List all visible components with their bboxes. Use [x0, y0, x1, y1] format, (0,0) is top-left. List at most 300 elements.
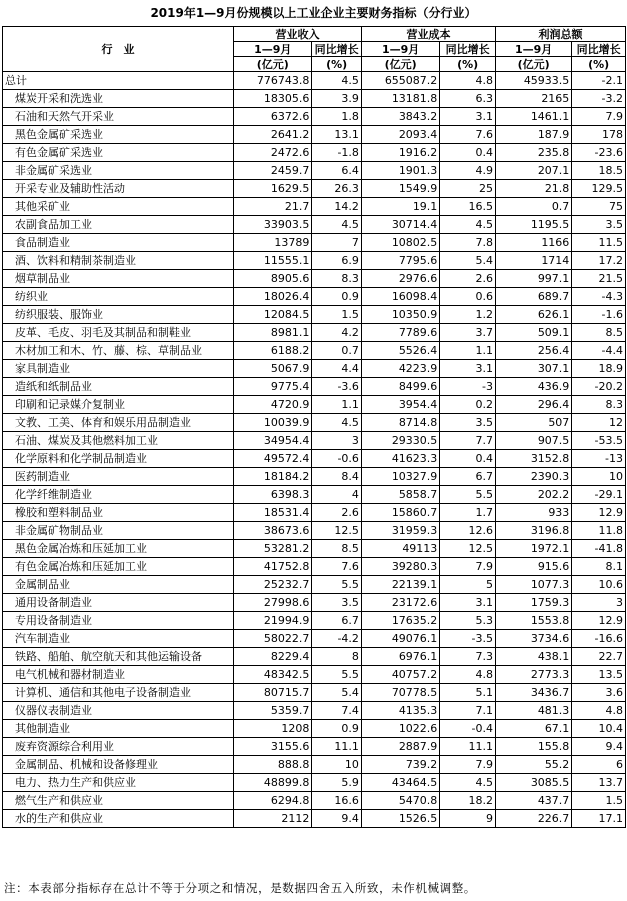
table-row: [3, 270, 626, 288]
industry-name-cell: 专用设备制造业: [3, 612, 234, 630]
cost-growth-cell: 0.2: [440, 396, 496, 414]
revenue-value-cell: 33903.5: [234, 216, 312, 234]
cost-value-cell: 5526.4: [361, 342, 439, 360]
table-title: 2019年1—9月份规模以上工业企业主要财务指标（分行业）: [150, 6, 477, 20]
revenue-growth-cell: 0.9: [312, 288, 362, 306]
table-row: [3, 648, 626, 666]
header-cost-period: 1—9月: [361, 42, 439, 57]
table-row: [3, 612, 626, 630]
industry-name-cell: 铁路、船舶、航空航天和其他运输设备: [3, 648, 234, 666]
header-profit-unit: (亿元): [496, 57, 572, 72]
revenue-value-cell: 2112: [234, 810, 312, 828]
revenue-value-cell: 21.7: [234, 198, 312, 216]
revenue-growth-cell: 6.7: [312, 612, 362, 630]
revenue-value-cell: 776743.8: [234, 72, 312, 90]
revenue-value-cell: 53281.2: [234, 540, 312, 558]
header-revenue-growth-unit: (%): [312, 57, 362, 72]
profit-value-cell: 3152.8: [496, 450, 572, 468]
table-row: [3, 342, 626, 360]
revenue-value-cell: 34954.4: [234, 432, 312, 450]
revenue-value-cell: 5359.7: [234, 702, 312, 720]
revenue-growth-cell: 4.4: [312, 360, 362, 378]
profit-value-cell: 3436.7: [496, 684, 572, 702]
revenue-growth-cell: 8.3: [312, 270, 362, 288]
footnote: 注：本表部分指标存在总计不等于分项之和情况，是数据四舍五入所致，未作机械调整。: [4, 881, 476, 895]
revenue-growth-cell: 4.2: [312, 324, 362, 342]
revenue-growth-cell: 5.4: [312, 684, 362, 702]
profit-value-cell: 1077.3: [496, 576, 572, 594]
table-row: [3, 558, 626, 576]
cost-value-cell: 3843.2: [361, 108, 439, 126]
revenue-growth-cell: 10: [312, 756, 362, 774]
table-row: [3, 468, 626, 486]
industry-name-cell: 有色金属矿采选业: [3, 144, 234, 162]
profit-value-cell: 437.7: [496, 792, 572, 810]
revenue-growth-cell: 5.5: [312, 576, 362, 594]
revenue-growth-cell: 4.5: [312, 216, 362, 234]
industry-name-cell: 燃气生产和供应业: [3, 792, 234, 810]
profit-growth-cell: -2.1: [572, 72, 626, 90]
header-cost-growth-unit: (%): [440, 57, 496, 72]
header-revenue-unit: (亿元): [234, 57, 312, 72]
table-row: [3, 162, 626, 180]
profit-value-cell: 507: [496, 414, 572, 432]
cost-growth-cell: -3: [440, 378, 496, 396]
revenue-growth-cell: 4.5: [312, 414, 362, 432]
industry-name-cell: 食品制造业: [3, 234, 234, 252]
industry-name-cell: 黑色金属冶炼和压延加工业: [3, 540, 234, 558]
cost-value-cell: 7795.6: [361, 252, 439, 270]
profit-growth-cell: -53.5: [572, 432, 626, 450]
cost-value-cell: 49113: [361, 540, 439, 558]
revenue-growth-cell: 7.6: [312, 558, 362, 576]
revenue-value-cell: 48342.5: [234, 666, 312, 684]
cost-value-cell: 1916.2: [361, 144, 439, 162]
profit-value-cell: 207.1: [496, 162, 572, 180]
revenue-growth-cell: 6.4: [312, 162, 362, 180]
table-row: [3, 378, 626, 396]
cost-growth-cell: 5.4: [440, 252, 496, 270]
cost-growth-cell: 3.1: [440, 108, 496, 126]
industry-name-cell: 金属制品、机械和设备修理业: [3, 756, 234, 774]
cost-value-cell: 39280.3: [361, 558, 439, 576]
industry-name-cell: 家具制造业: [3, 360, 234, 378]
cost-growth-cell: 3.1: [440, 360, 496, 378]
revenue-value-cell: 80715.7: [234, 684, 312, 702]
revenue-growth-cell: 1.1: [312, 396, 362, 414]
table-row: [3, 522, 626, 540]
revenue-growth-cell: 4.5: [312, 72, 362, 90]
table-row: [3, 576, 626, 594]
profit-growth-cell: 8.1: [572, 558, 626, 576]
revenue-growth-cell: -3.6: [312, 378, 362, 396]
revenue-value-cell: 38673.6: [234, 522, 312, 540]
table-row: [3, 360, 626, 378]
revenue-growth-cell: 8.5: [312, 540, 362, 558]
revenue-value-cell: 8229.4: [234, 648, 312, 666]
table-row: [3, 666, 626, 684]
cost-growth-cell: 4.8: [440, 666, 496, 684]
revenue-growth-cell: 3.9: [312, 90, 362, 108]
industry-name-cell: 有色金属冶炼和压延加工业: [3, 558, 234, 576]
table-row: [3, 504, 626, 522]
industry-name-cell: 金属制品业: [3, 576, 234, 594]
industry-name-cell: 纺织业: [3, 288, 234, 306]
table-row: [3, 702, 626, 720]
profit-growth-cell: -29.1: [572, 486, 626, 504]
industry-name-cell: 计算机、通信和其他电子设备制造业: [3, 684, 234, 702]
cost-growth-cell: 11.1: [440, 738, 496, 756]
industry-name-cell: 农副食品加工业: [3, 216, 234, 234]
industry-name-cell: 仪器仪表制造业: [3, 702, 234, 720]
table-row: [3, 90, 626, 108]
cost-value-cell: 10350.9: [361, 306, 439, 324]
table-row: [3, 144, 626, 162]
profit-growth-cell: 4.8: [572, 702, 626, 720]
table-row: [3, 180, 626, 198]
revenue-value-cell: 48899.8: [234, 774, 312, 792]
cost-growth-cell: 7.9: [440, 558, 496, 576]
revenue-value-cell: 1208: [234, 720, 312, 738]
profit-value-cell: 3085.5: [496, 774, 572, 792]
profit-value-cell: 436.9: [496, 378, 572, 396]
cost-growth-cell: 12.5: [440, 540, 496, 558]
cost-growth-cell: -0.4: [440, 720, 496, 738]
table-row: [3, 234, 626, 252]
industry-name-cell: 木材加工和木、竹、藤、棕、草制品业: [3, 342, 234, 360]
profit-value-cell: 997.1: [496, 270, 572, 288]
industry-name-cell: 汽车制造业: [3, 630, 234, 648]
cost-value-cell: 29330.5: [361, 432, 439, 450]
revenue-value-cell: 888.8: [234, 756, 312, 774]
profit-growth-cell: -13: [572, 450, 626, 468]
profit-growth-cell: 9.4: [572, 738, 626, 756]
revenue-growth-cell: 8: [312, 648, 362, 666]
revenue-value-cell: 21994.9: [234, 612, 312, 630]
header-industry: 行 业: [3, 27, 234, 72]
profit-value-cell: 509.1: [496, 324, 572, 342]
profit-value-cell: 256.4: [496, 342, 572, 360]
profit-growth-cell: 8.3: [572, 396, 626, 414]
cost-growth-cell: 5.3: [440, 612, 496, 630]
table-row: [3, 324, 626, 342]
profit-growth-cell: 10.6: [572, 576, 626, 594]
profit-growth-cell: 3.6: [572, 684, 626, 702]
profit-growth-cell: 7.9: [572, 108, 626, 126]
industry-name-cell: 化学原料和化学制品制造业: [3, 450, 234, 468]
cost-growth-cell: 12.6: [440, 522, 496, 540]
profit-value-cell: 1461.1: [496, 108, 572, 126]
revenue-value-cell: 6294.8: [234, 792, 312, 810]
revenue-growth-cell: 6.9: [312, 252, 362, 270]
profit-value-cell: 296.4: [496, 396, 572, 414]
cost-growth-cell: 7.8: [440, 234, 496, 252]
revenue-value-cell: 58022.7: [234, 630, 312, 648]
cost-value-cell: 13181.8: [361, 90, 439, 108]
profit-growth-cell: 18.5: [572, 162, 626, 180]
cost-growth-cell: 9: [440, 810, 496, 828]
revenue-value-cell: 8905.6: [234, 270, 312, 288]
table-row: [3, 108, 626, 126]
cost-value-cell: 2093.4: [361, 126, 439, 144]
table-row: [3, 288, 626, 306]
profit-value-cell: 0.7: [496, 198, 572, 216]
header-profit: 利润总额: [496, 27, 626, 42]
profit-value-cell: 55.2: [496, 756, 572, 774]
profit-growth-cell: -20.2: [572, 378, 626, 396]
cost-value-cell: 3954.4: [361, 396, 439, 414]
profit-value-cell: 907.5: [496, 432, 572, 450]
table-row: [3, 792, 626, 810]
table-row: [3, 486, 626, 504]
profit-growth-cell: 75: [572, 198, 626, 216]
cost-value-cell: 4223.9: [361, 360, 439, 378]
header-profit-growth-unit: (%): [572, 57, 626, 72]
cost-growth-cell: 1.1: [440, 342, 496, 360]
cost-value-cell: 31959.3: [361, 522, 439, 540]
revenue-value-cell: 11555.1: [234, 252, 312, 270]
profit-value-cell: 933: [496, 504, 572, 522]
revenue-value-cell: 18184.2: [234, 468, 312, 486]
table-row: [3, 684, 626, 702]
revenue-growth-cell: 11.1: [312, 738, 362, 756]
cost-value-cell: 7789.6: [361, 324, 439, 342]
cost-growth-cell: 18.2: [440, 792, 496, 810]
profit-growth-cell: 178: [572, 126, 626, 144]
industry-name-cell: 其他制造业: [3, 720, 234, 738]
revenue-growth-cell: 3: [312, 432, 362, 450]
profit-growth-cell: 13.7: [572, 774, 626, 792]
profit-value-cell: 2773.3: [496, 666, 572, 684]
revenue-value-cell: 18531.4: [234, 504, 312, 522]
cost-growth-cell: -3.5: [440, 630, 496, 648]
industry-name-cell: 文教、工美、体育和娱乐用品制造业: [3, 414, 234, 432]
industry-name-cell: 烟草制品业: [3, 270, 234, 288]
cost-growth-cell: 0.4: [440, 450, 496, 468]
cost-value-cell: 2976.6: [361, 270, 439, 288]
revenue-growth-cell: 9.4: [312, 810, 362, 828]
industry-name-cell: 医药制造业: [3, 468, 234, 486]
table-row: [3, 216, 626, 234]
cost-growth-cell: 7.1: [440, 702, 496, 720]
profit-value-cell: 1195.5: [496, 216, 572, 234]
profit-growth-cell: 12.9: [572, 612, 626, 630]
industry-name-cell: 总计: [3, 72, 234, 90]
header-cost-unit: (亿元): [361, 57, 439, 72]
table-body: [3, 72, 626, 828]
industry-name-cell: 纺织服装、服饰业: [3, 306, 234, 324]
revenue-value-cell: 9775.4: [234, 378, 312, 396]
header-revenue-growth: 同比增长: [312, 42, 362, 57]
table-row: [3, 774, 626, 792]
revenue-growth-cell: 4: [312, 486, 362, 504]
cost-value-cell: 1549.9: [361, 180, 439, 198]
cost-value-cell: 40757.2: [361, 666, 439, 684]
cost-growth-cell: 1.7: [440, 504, 496, 522]
revenue-growth-cell: 7: [312, 234, 362, 252]
industry-name-cell: 石油、煤炭及其他燃料加工业: [3, 432, 234, 450]
revenue-value-cell: 5067.9: [234, 360, 312, 378]
header-revenue: 营业收入: [234, 27, 362, 42]
cost-value-cell: 10327.9: [361, 468, 439, 486]
revenue-value-cell: 2472.6: [234, 144, 312, 162]
profit-growth-cell: 1.5: [572, 792, 626, 810]
revenue-growth-cell: 2.6: [312, 504, 362, 522]
revenue-value-cell: 12084.5: [234, 306, 312, 324]
revenue-growth-cell: 26.3: [312, 180, 362, 198]
industry-name-cell: 非金属矿物制品业: [3, 522, 234, 540]
profit-growth-cell: 12: [572, 414, 626, 432]
cost-value-cell: 739.2: [361, 756, 439, 774]
cost-value-cell: 70778.5: [361, 684, 439, 702]
revenue-growth-cell: 5.5: [312, 666, 362, 684]
profit-value-cell: 1166: [496, 234, 572, 252]
revenue-growth-cell: 0.7: [312, 342, 362, 360]
industry-name-cell: 酒、饮料和精制茶制造业: [3, 252, 234, 270]
profit-growth-cell: 22.7: [572, 648, 626, 666]
profit-value-cell: 1553.8: [496, 612, 572, 630]
profit-value-cell: 187.9: [496, 126, 572, 144]
profit-value-cell: 3196.8: [496, 522, 572, 540]
profit-growth-cell: 11.8: [572, 522, 626, 540]
profit-value-cell: 21.8: [496, 180, 572, 198]
cost-growth-cell: 7.7: [440, 432, 496, 450]
industry-name-cell: 化学纤维制造业: [3, 486, 234, 504]
cost-growth-cell: 3.1: [440, 594, 496, 612]
profit-value-cell: 235.8: [496, 144, 572, 162]
profit-value-cell: 1972.1: [496, 540, 572, 558]
table-row: [3, 72, 626, 90]
table-row: [3, 756, 626, 774]
revenue-growth-cell: -4.2: [312, 630, 362, 648]
cost-growth-cell: 7.3: [440, 648, 496, 666]
revenue-growth-cell: 13.1: [312, 126, 362, 144]
cost-growth-cell: 2.6: [440, 270, 496, 288]
revenue-growth-cell: 3.5: [312, 594, 362, 612]
profit-value-cell: 2165: [496, 90, 572, 108]
profit-value-cell: 3734.6: [496, 630, 572, 648]
revenue-value-cell: 10039.9: [234, 414, 312, 432]
revenue-growth-cell: 12.5: [312, 522, 362, 540]
profit-growth-cell: 3: [572, 594, 626, 612]
revenue-value-cell: 18026.4: [234, 288, 312, 306]
industry-name-cell: 水的生产和供应业: [3, 810, 234, 828]
revenue-growth-cell: -0.6: [312, 450, 362, 468]
table-row: [3, 414, 626, 432]
cost-growth-cell: 7.9: [440, 756, 496, 774]
revenue-value-cell: 41752.8: [234, 558, 312, 576]
profit-value-cell: 481.3: [496, 702, 572, 720]
revenue-value-cell: 13789: [234, 234, 312, 252]
profit-value-cell: 226.7: [496, 810, 572, 828]
revenue-value-cell: 49572.4: [234, 450, 312, 468]
industry-name-cell: 非金属矿采选业: [3, 162, 234, 180]
profit-value-cell: 689.7: [496, 288, 572, 306]
table-row: [3, 450, 626, 468]
cost-value-cell: 5858.7: [361, 486, 439, 504]
revenue-growth-cell: 1.8: [312, 108, 362, 126]
cost-value-cell: 41623.3: [361, 450, 439, 468]
cost-value-cell: 22139.1: [361, 576, 439, 594]
revenue-growth-cell: 8.4: [312, 468, 362, 486]
table-row: [3, 198, 626, 216]
revenue-value-cell: 2459.7: [234, 162, 312, 180]
profit-growth-cell: -41.8: [572, 540, 626, 558]
profit-growth-cell: -4.3: [572, 288, 626, 306]
industry-name-cell: 通用设备制造业: [3, 594, 234, 612]
profit-value-cell: 202.2: [496, 486, 572, 504]
revenue-growth-cell: 7.4: [312, 702, 362, 720]
financial-indicators-table: [2, 26, 626, 828]
profit-growth-cell: 10: [572, 468, 626, 486]
profit-growth-cell: 21.5: [572, 270, 626, 288]
cost-growth-cell: 5: [440, 576, 496, 594]
profit-growth-cell: -3.2: [572, 90, 626, 108]
table-row: [3, 432, 626, 450]
revenue-value-cell: 2641.2: [234, 126, 312, 144]
revenue-growth-cell: 16.6: [312, 792, 362, 810]
cost-value-cell: 8499.6: [361, 378, 439, 396]
cost-value-cell: 19.1: [361, 198, 439, 216]
profit-growth-cell: -16.6: [572, 630, 626, 648]
cost-value-cell: 15860.7: [361, 504, 439, 522]
revenue-growth-cell: 5.9: [312, 774, 362, 792]
cost-value-cell: 10802.5: [361, 234, 439, 252]
revenue-value-cell: 27998.6: [234, 594, 312, 612]
cost-growth-cell: 3.5: [440, 414, 496, 432]
cost-value-cell: 4135.3: [361, 702, 439, 720]
cost-growth-cell: 4.9: [440, 162, 496, 180]
profit-growth-cell: 12.9: [572, 504, 626, 522]
profit-value-cell: 155.8: [496, 738, 572, 756]
table-row: [3, 738, 626, 756]
revenue-value-cell: 3155.6: [234, 738, 312, 756]
cost-value-cell: 17635.2: [361, 612, 439, 630]
profit-value-cell: 67.1: [496, 720, 572, 738]
cost-value-cell: 43464.5: [361, 774, 439, 792]
profit-growth-cell: 129.5: [572, 180, 626, 198]
profit-growth-cell: 3.5: [572, 216, 626, 234]
profit-value-cell: 307.1: [496, 360, 572, 378]
profit-value-cell: 915.6: [496, 558, 572, 576]
cost-growth-cell: 7.6: [440, 126, 496, 144]
cost-value-cell: 5470.8: [361, 792, 439, 810]
profit-growth-cell: 17.2: [572, 252, 626, 270]
industry-name-cell: 开采专业及辅助性活动: [3, 180, 234, 198]
cost-growth-cell: 25: [440, 180, 496, 198]
profit-value-cell: 438.1: [496, 648, 572, 666]
profit-growth-cell: 6: [572, 756, 626, 774]
revenue-growth-cell: 0.9: [312, 720, 362, 738]
revenue-value-cell: 1629.5: [234, 180, 312, 198]
profit-growth-cell: 8.5: [572, 324, 626, 342]
header-cost: 营业成本: [361, 27, 495, 42]
table-row: [3, 396, 626, 414]
cost-growth-cell: 0.6: [440, 288, 496, 306]
cost-growth-cell: 4.5: [440, 216, 496, 234]
revenue-value-cell: 6372.6: [234, 108, 312, 126]
table-row: [3, 594, 626, 612]
cost-value-cell: 655087.2: [361, 72, 439, 90]
table-row: [3, 306, 626, 324]
cost-growth-cell: 16.5: [440, 198, 496, 216]
cost-value-cell: 6976.1: [361, 648, 439, 666]
profit-growth-cell: 13.5: [572, 666, 626, 684]
cost-growth-cell: 4.8: [440, 72, 496, 90]
cost-value-cell: 30714.4: [361, 216, 439, 234]
revenue-growth-cell: 1.5: [312, 306, 362, 324]
profit-growth-cell: 18.9: [572, 360, 626, 378]
